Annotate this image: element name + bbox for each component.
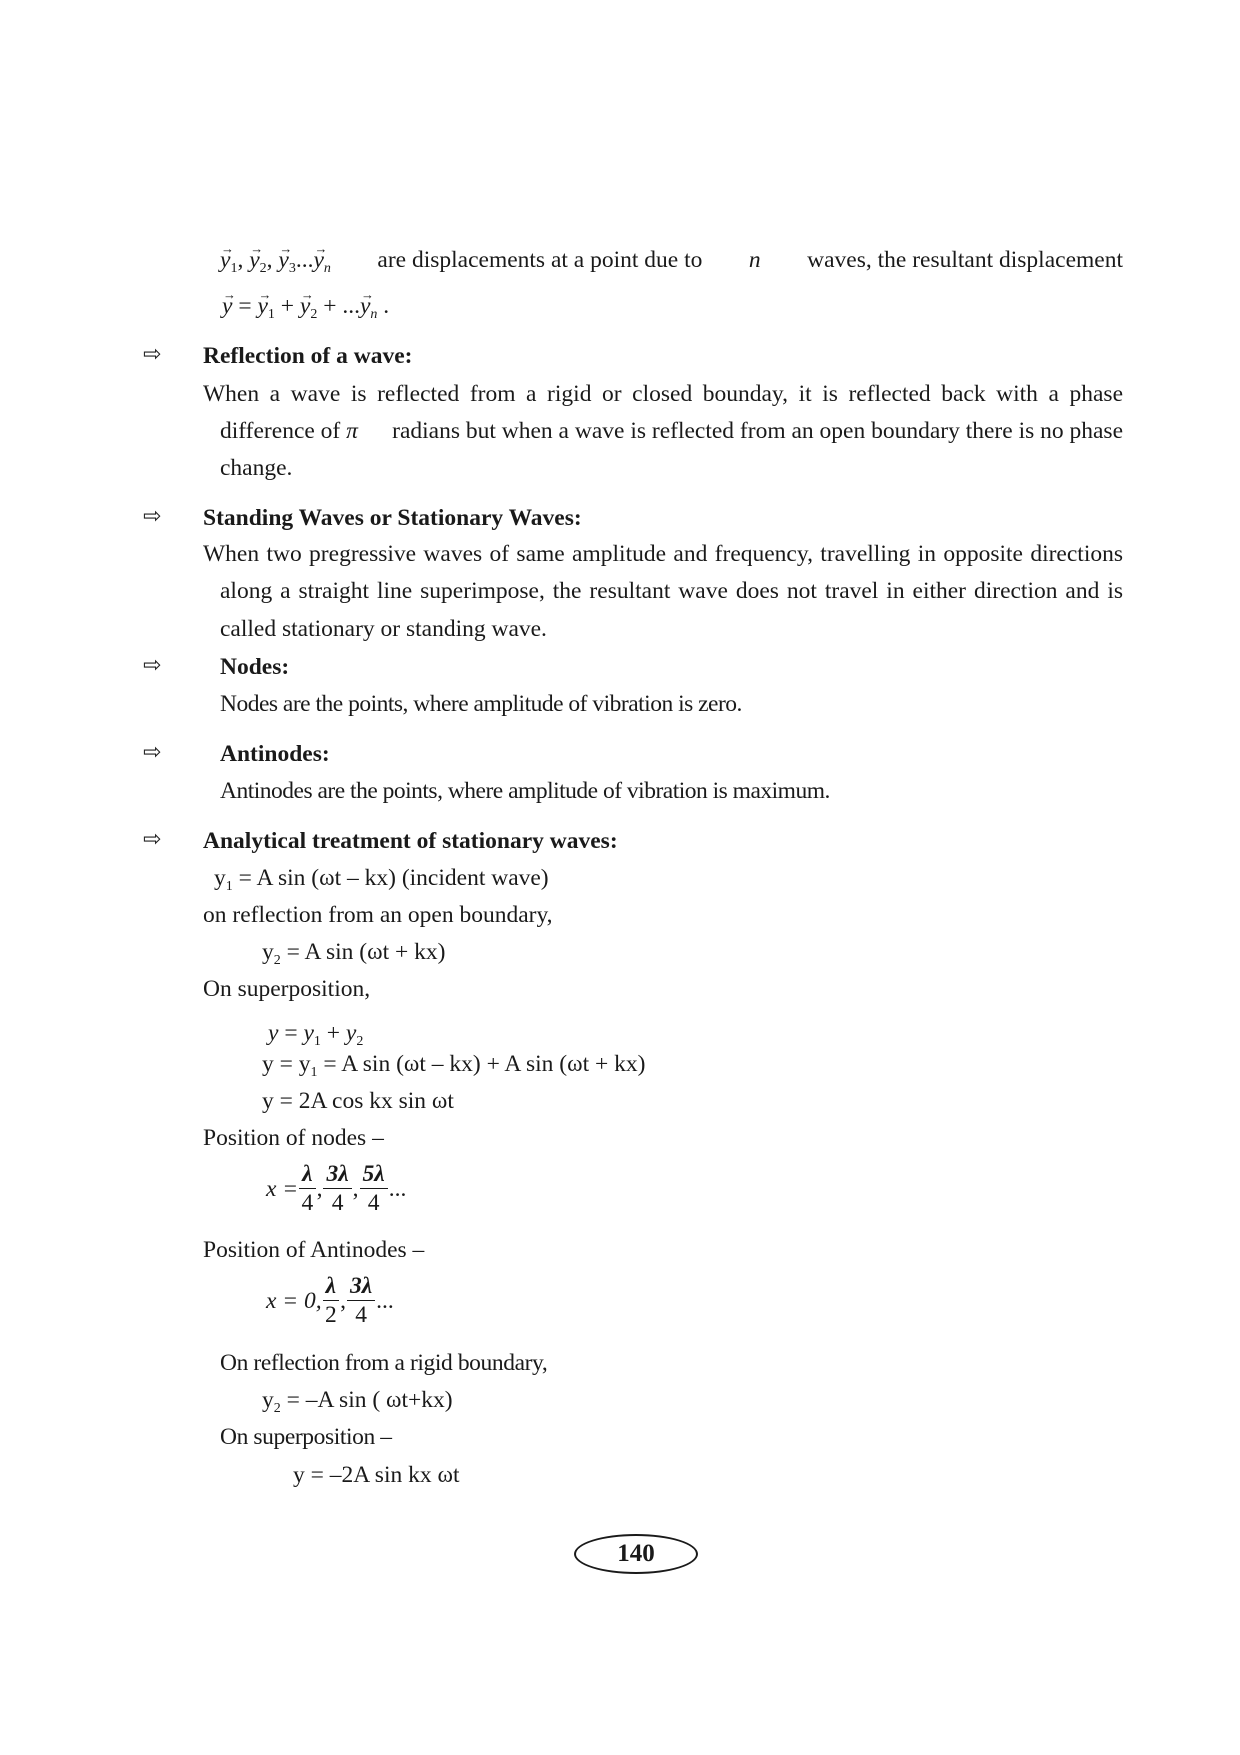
arrow-bullet-icon: ⇨ — [143, 740, 162, 765]
arrow-bullet-icon: ⇨ — [143, 342, 162, 367]
standing-heading: Standing Waves or Stationary Waves: — [203, 505, 582, 531]
equation-result: y = 2A cos kx sin ωt — [262, 1088, 454, 1114]
equation-incident: $y_1 = A$ sin (ωt – kx) (incident wave) — [214, 865, 549, 894]
equation-sum: $y = y_1 + y_2$ — [268, 1020, 364, 1049]
displacement-vectors: → $y_1$, → $y_2$, → $y_3...\to y_n$ — [220, 245, 331, 275]
reflection-line-2: difference of π radians but when a wave is reflected from an open boundary there is no phase — [220, 418, 1123, 444]
nodes-heading: Nodes: — [220, 654, 290, 680]
equation-rigid-result: y = –2A sin kx ωt — [293, 1462, 460, 1488]
open-boundary-line: on reflection from an open boundary, — [203, 902, 553, 928]
superposition-line-2: On superposition – — [220, 1424, 392, 1450]
reflection-line-3: change. — [220, 455, 293, 481]
standing-line-2: along a straight line superimpose, the resultant wave does not travel in either direction and is — [220, 578, 1123, 604]
intro-text-end: waves, the resultant displacement — [807, 247, 1123, 273]
reflection-line-1: When a wave is reflected from a rigid or closed bounday, it is reflected back with a phase — [203, 381, 1123, 407]
superposition-line: On superposition, — [203, 976, 371, 1002]
standing-line-1: When two pregressive waves of same amplitude and frequency, travelling in opposite directions — [203, 541, 1123, 567]
intro-equation: → y = → $y_1$ + → $y_2$ + ...→ $y_n$ . — [222, 291, 389, 321]
antinodes-position-equation: x = 0, $\frac{\lambda}{2}$ , $\frac{3\lambda}{4}$ ... — [266, 1273, 394, 1328]
analytical-heading: Analytical treatment of stationary waves: — [203, 828, 618, 854]
standing-line-3: called stationary or standing wave. — [220, 616, 547, 642]
antinodes-position-label: Position of Antinodes – — [203, 1237, 425, 1263]
intro-line-1 — [220, 245, 1123, 275]
antinodes-text: Antinodes are the points, where amplitude of vibration is maximum. — [220, 778, 830, 804]
arrow-bullet-icon: ⇨ — [143, 827, 162, 852]
pi-symbol: π — [346, 418, 358, 444]
equation-reflected-open: $y_2 = A$ sin (ωt + kx) — [262, 939, 446, 968]
intro-text: are displacements at a point due to — [377, 247, 703, 273]
page-number: 140 — [574, 1534, 698, 1574]
nodes-position-label: Position of nodes – — [203, 1125, 384, 1151]
antinodes-heading: Antinodes: — [220, 741, 330, 767]
intro-n: n — [748, 247, 761, 273]
nodes-text: Nodes are the points, where amplitude of vibration is zero. — [220, 691, 742, 717]
equation-reflected-rigid: $y_2 = -A$ sin ( ωt+kx) — [262, 1387, 453, 1416]
arrow-bullet-icon: ⇨ — [143, 504, 162, 529]
rigid-boundary-line: On reflection from a rigid boundary, — [220, 1350, 548, 1376]
equation-expanded: $y = y_1 = A$ sin (ωt – kx) + A sin (ωt + kx) — [262, 1051, 646, 1080]
reflection-heading: Reflection of a wave: — [203, 343, 413, 369]
arrow-bullet-icon: ⇨ — [143, 653, 162, 678]
nodes-position-equation: x = $\frac{\lambda}{4}$ , $\frac{3\lambda}{4}$ , $\frac{5\lambda}{4}$ ... — [266, 1161, 407, 1216]
